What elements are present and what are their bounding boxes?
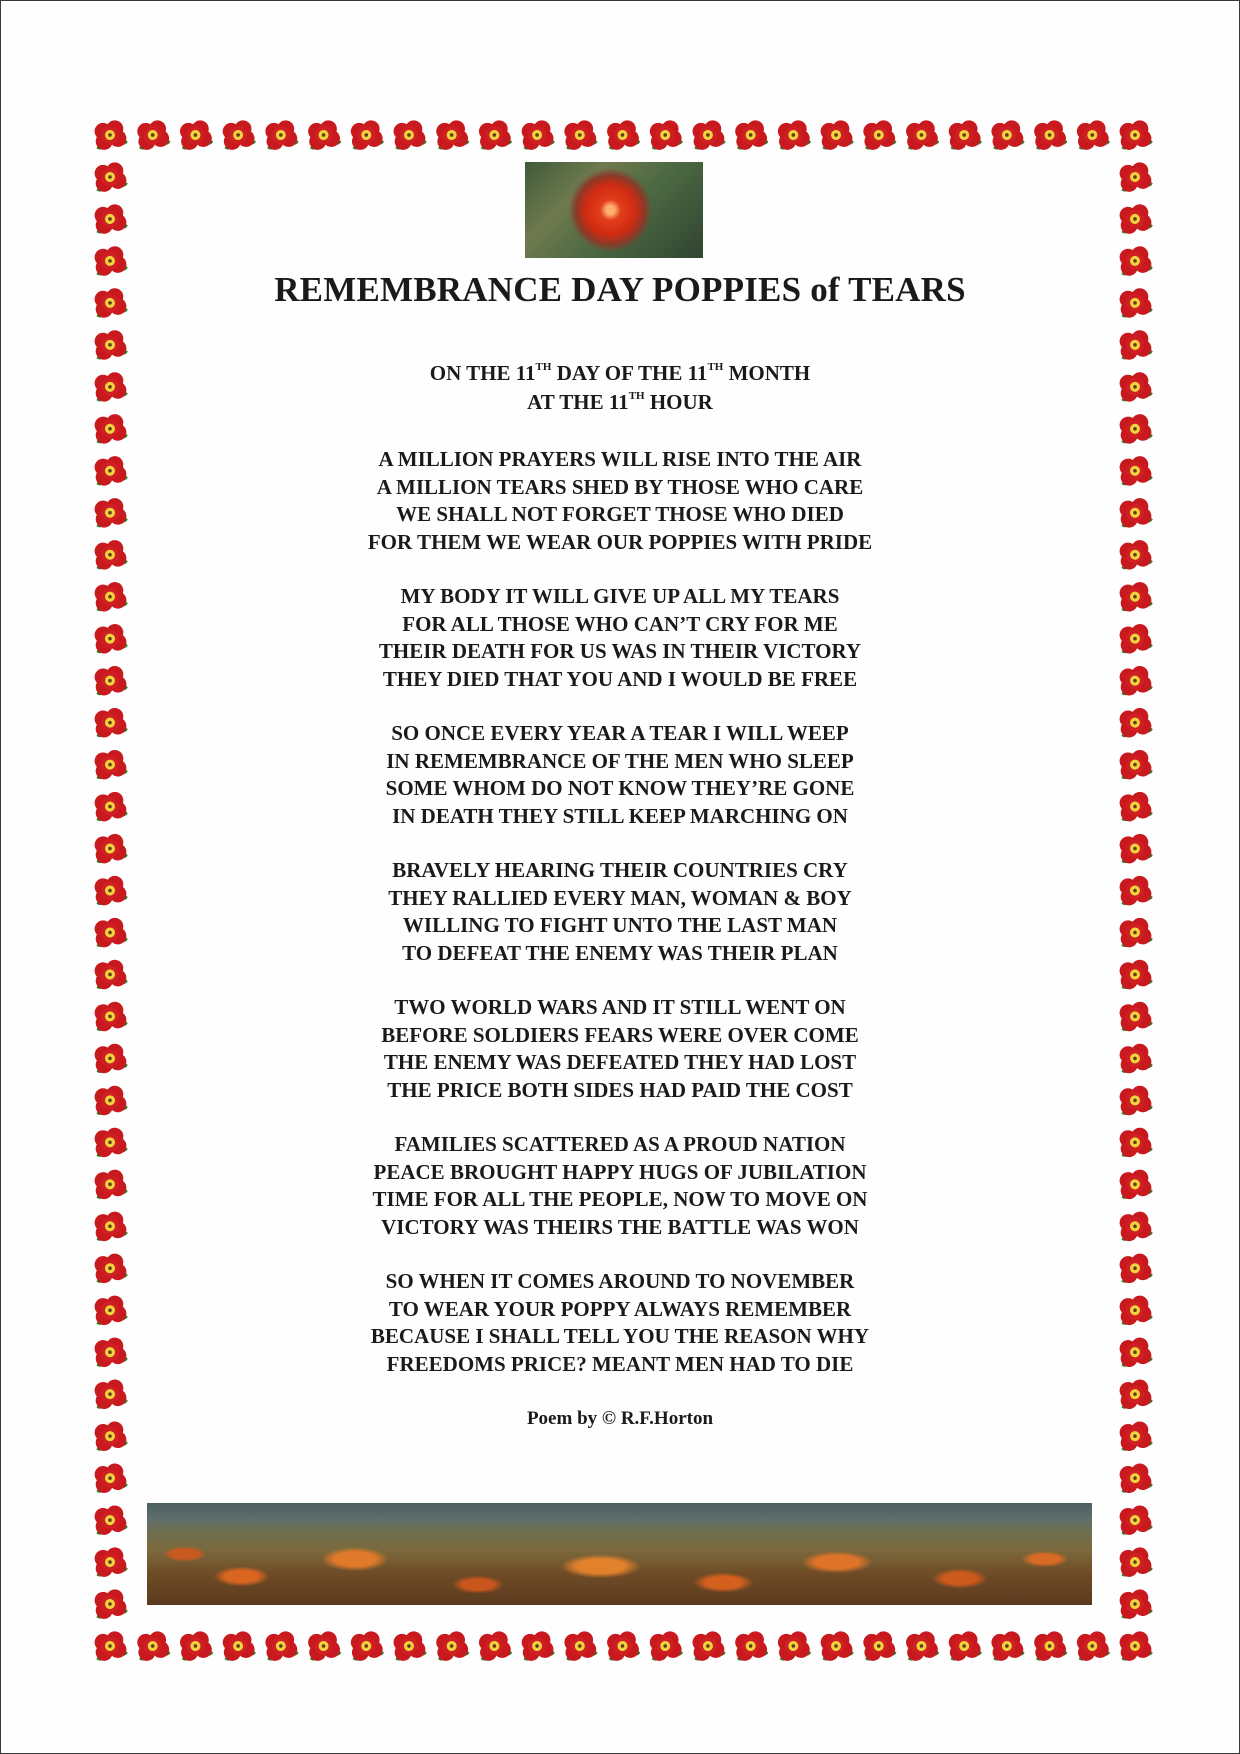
intro-text: ON THE 11 — [429, 361, 536, 385]
poem-line: TO WEAR YOUR POPPY ALWAYS REMEMBER — [388, 1296, 852, 1321]
ordinal-suffix: TH — [707, 361, 724, 373]
intro-line-2 — [0, 386, 1240, 415]
poem-line: MY BODY IT WILL GIVE UP ALL MY TEARS — [400, 584, 840, 608]
stanza-2 — [0, 583, 1240, 693]
poem-line: IN REMEMBRANCE OF THE MEN WHO SLEEP — [386, 748, 854, 773]
intro-heading — [0, 357, 1240, 415]
poem-line: FOR THEM WE WEAR OUR POPPIES WITH PRIDE — [367, 529, 873, 554]
poem-line: THEIR DEATH FOR US WAS IN THEIR VICTORY — [378, 639, 862, 663]
stanza-1 — [0, 446, 1240, 556]
poem-line: THEY RALLIED EVERY MAN, WOMAN & BOY — [388, 885, 852, 910]
ordinal-suffix: TH — [535, 361, 552, 373]
intro-text: HOUR — [644, 390, 713, 414]
poppy-field-photo — [147, 1503, 1092, 1605]
poem-line: SOME WHOM DO NOT KNOW THEY’RE GONE — [385, 776, 855, 800]
intro-line-1 — [0, 357, 1240, 386]
intro-text: AT THE 11 — [527, 390, 629, 414]
poem-line: TWO WORLD WARS AND IT STILL WENT ON — [394, 995, 846, 1019]
poem-line: FOR ALL THOSE WHO CAN’T CRY FOR ME — [402, 611, 838, 636]
poem-line: FREEDOMS PRICE? MEANT MEN HAD TO DIE — [386, 1351, 854, 1376]
ordinal-suffix: TH — [628, 390, 645, 402]
intro-text: MONTH — [723, 361, 811, 385]
poem-line: THE PRICE BOTH SIDES HAD PAID THE COST — [387, 1077, 853, 1102]
poem-line: FAMILIES SCATTERED AS A PROUD NATION — [394, 1132, 846, 1156]
poem-line: A MILLION PRAYERS WILL RISE INTO THE AIR — [378, 447, 862, 471]
stanza-4 — [0, 857, 1240, 967]
stanza-5 — [0, 994, 1240, 1104]
poem-line: SO WHEN IT COMES AROUND TO NOVEMBER — [385, 1269, 855, 1293]
poem-line: VICTORY WAS THEIRS THE BATTLE WAS WON — [381, 1214, 859, 1239]
poem-line: A MILLION TEARS SHED BY THOSE WHO CARE — [376, 474, 864, 499]
poem-line: THEY DIED THAT YOU AND I WOULD BE FREE — [382, 666, 858, 691]
poem-line: WILLING TO FIGHT UNTO THE LAST MAN — [402, 913, 838, 937]
intro-text: DAY OF THE 11 — [551, 361, 708, 385]
poem-line: BEFORE SOLDIERS FEARS WERE OVER COME — [381, 1022, 859, 1047]
poem-line: WE SHALL NOT FORGET THOSE WHO DIED — [396, 502, 844, 526]
poem-line: SO ONCE EVERY YEAR A TEAR I WILL WEEP — [391, 721, 849, 745]
poem-line: THE ENEMY WAS DEFEATED THEY HAD LOST — [383, 1050, 857, 1074]
poem-line: TIME FOR ALL THE PEOPLE, NOW TO MOVE ON — [372, 1187, 868, 1211]
poem-line: BRAVELY HEARING THEIR COUNTRIES CRY — [392, 858, 848, 882]
stanza-3 — [0, 720, 1240, 830]
poem-title: REMEMBRANCE DAY POPPIES of TEARS — [274, 270, 966, 309]
poem-credit: Poem by © R.F.Horton — [526, 1408, 714, 1429]
poem-body — [0, 446, 1240, 1405]
poem-line: IN DEATH THEY STILL KEEP MARCHING ON — [392, 803, 848, 828]
stanza-6 — [0, 1131, 1240, 1241]
poem-line: BECAUSE I SHALL TELL YOU THE REASON WHY — [370, 1324, 870, 1348]
poem-line: TO DEFEAT THE ENEMY WAS THEIR PLAN — [402, 940, 838, 965]
poppy-photo — [525, 162, 703, 258]
stanza-7 — [0, 1268, 1240, 1378]
poem-line: PEACE BROUGHT HAPPY HUGS OF JUBILATION — [373, 1159, 867, 1184]
